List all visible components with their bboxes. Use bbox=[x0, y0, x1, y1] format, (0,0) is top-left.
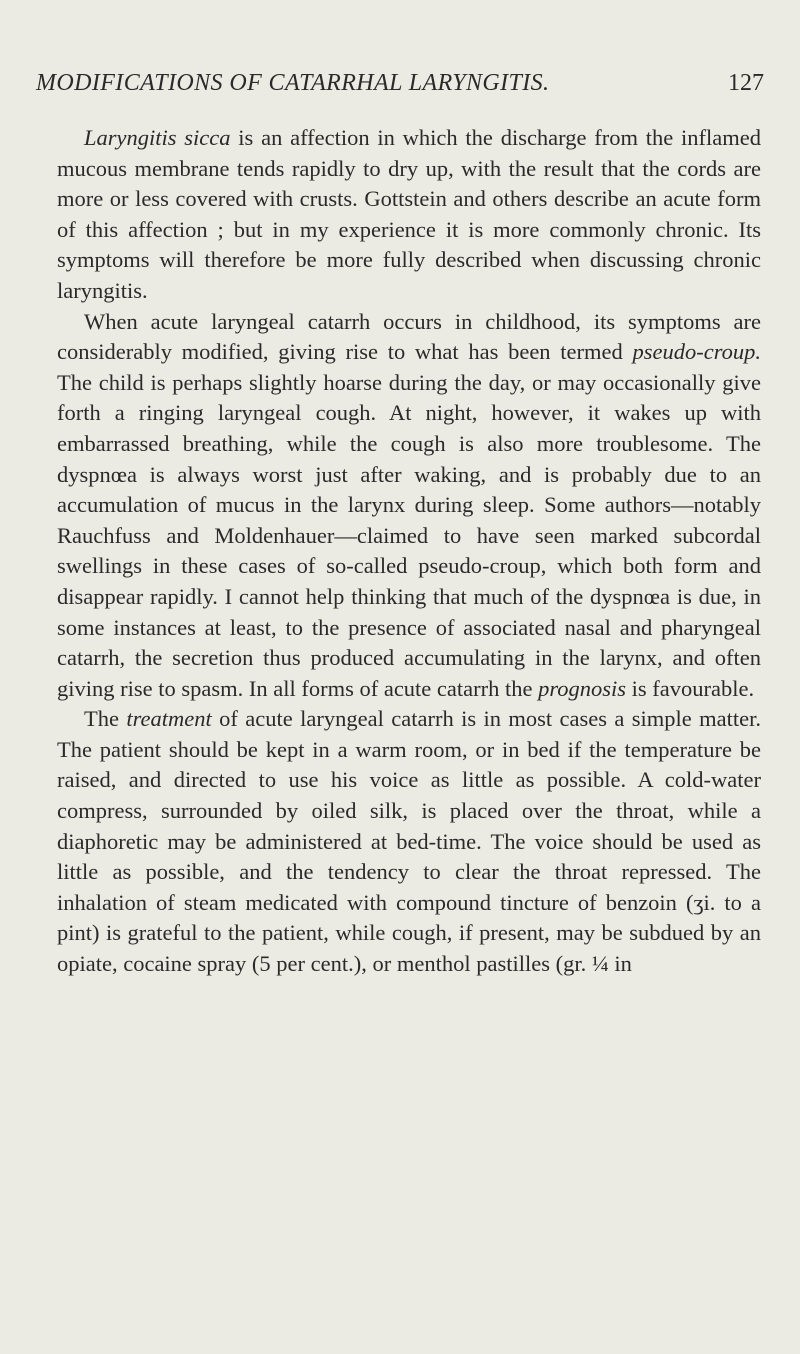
running-title: MODIFICATIONS OF CATARRHAL LARYNGITIS. bbox=[36, 70, 550, 96]
paragraph-treatment bbox=[57, 704, 761, 979]
paragraph-pseudo-croup bbox=[57, 307, 761, 705]
paragraph-laryngitis-sicca bbox=[57, 123, 761, 307]
body-text bbox=[57, 123, 761, 980]
paragraph-text: is favourable. bbox=[626, 675, 755, 701]
paragraph-text: The child is perhaps slightly hoarse during the day, or may occasionally give forth a ringing laryngeal cough. At night, however, it wakes up with embarrassed breathing, while the cough is also more troublesome. The dyspnœa is always worst just after waking, and is probably due to an accumulation of mucus in the larynx during sleep. Some authors—notably Rauchfuss and Moldenhauer—claimed to have seen marked subcordal swellings in these cases of so-called pseudo-croup, which both form and disappear rapidly. I cannot help thinking that much of the dyspnœa is due, in some instances at least, to the presence of associated nasal and pharyngeal catarrh, the secretion thus produced accumulating in the larynx, and often giving rise to spasm. In all forms of acute catarrh the bbox=[57, 369, 761, 701]
term-prognosis: prognosis bbox=[538, 675, 627, 701]
paragraph-text: of acute laryngeal catarrh is in most cases a simple matter. The patient should be kept in a warm room, or in bed if the temperature be raised, and directed to use his voice as little as possible. A cold-water compress, surrounded by oiled silk, is placed over the throat, while a diaphoretic may be administered at bed-time. The voice should be used as little as possible, and the tendency to clear the throat repressed. The inhalation of steam medicated with compound tincture of benzoin (ʒi. to a pint) is grateful to the patient, while cough, if present, may be subdued by an opiate, cocaine spray (5 per cent.), or menthol pastilles (gr. ¼ in bbox=[57, 706, 761, 977]
running-head bbox=[36, 70, 764, 106]
page-number: 127 bbox=[728, 70, 764, 96]
paragraph-text: is an affection in which the discharge from the inflamed mucous membrane tends rapidly to dry up, with the result that the cords are more or less covered with crusts. Gottstein and others describe an acute form of this affection ; but in my experience it is more commonly chronic. Its symptoms will therefore be more fully described when discussing chronic laryngitis. bbox=[57, 125, 762, 303]
term-pseudo-croup: pseudo-croup. bbox=[632, 339, 761, 365]
paragraph-text: When acute laryngeal catarrh occurs in childhood, its symptoms are considerably modified, giving rise to what has been termed bbox=[57, 308, 761, 365]
paragraph-text: The bbox=[84, 706, 127, 732]
term-laryngitis-sicca: Laryngitis sicca bbox=[84, 125, 231, 150]
term-treatment: treatment bbox=[126, 706, 212, 732]
